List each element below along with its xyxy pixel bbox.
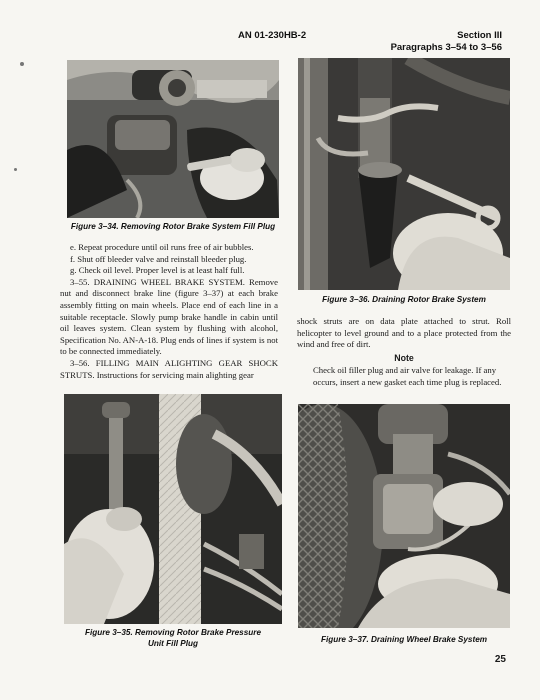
step-f: f. Shut off bleeder valve and reinstall bleeder plug. bbox=[70, 253, 247, 264]
right-column-continuation: shock struts are on data plate attached to strut. Roll helicopter to level ground and to a place protected from the wind and free of dirt. bbox=[297, 316, 511, 350]
section-label: Section III bbox=[457, 30, 502, 41]
note-text: Check oil filler plug and air valve for leakage. If any occurs, insert a new gasket each time plug is replaced. bbox=[313, 365, 502, 387]
figure-3-36-caption: Figure 3–36. Draining Rotor Brake System bbox=[322, 295, 486, 304]
left-column-text bbox=[60, 242, 278, 381]
figure-3-35-photo bbox=[64, 394, 282, 624]
figure-3-35-caption-line2: Unit Fill Plug bbox=[147, 639, 199, 648]
figure-3-37-photo bbox=[298, 404, 510, 628]
figure-3-35-caption-line1: Figure 3–35. Removing Rotor Brake Pressure bbox=[84, 628, 262, 637]
step-g: g. Check oil level. Proper level is at least half full. bbox=[70, 265, 245, 276]
figure-3-36-photo bbox=[298, 58, 510, 290]
note-title: Note bbox=[394, 353, 414, 363]
scan-speck bbox=[14, 168, 17, 171]
doc-number: AN 01-230HB-2 bbox=[238, 30, 307, 41]
step-e: e. Repeat procedure until oil runs free of air bubbles. bbox=[70, 242, 254, 252]
figure-3-34-photo bbox=[67, 60, 279, 218]
paragraph-range: Paragraphs 3–54 to 3–56 bbox=[390, 42, 502, 53]
figure-3-34-caption: Figure 3–34. Removing Rotor Brake System Fill Plug bbox=[70, 222, 276, 231]
paragraph-3-55: 3–55. DRAINING WHEEL BRAKE SYSTEM. Remove nut and disconnect brake line (figure 3–37) at each brake assembly fitting on main wheels. Place end of each line in a suitable receptacle. Slowly pump brake handle in cabin until oil leaves system. Clean system by flushing with alcohol, Specification No. AN-A-18. Plug ends of lines if system is not to be connected immediately. bbox=[60, 276, 278, 357]
figure-3-37-caption: Figure 3–37. Draining Wheel Brake System bbox=[320, 635, 488, 644]
scan-speck bbox=[20, 62, 24, 66]
paragraph-3-56: 3–56. FILLING MAIN ALIGHTING GEAR SHOCK STRUTS. Instructions for servicing main alighting gear bbox=[60, 357, 278, 380]
page-number: 25 bbox=[494, 654, 506, 665]
